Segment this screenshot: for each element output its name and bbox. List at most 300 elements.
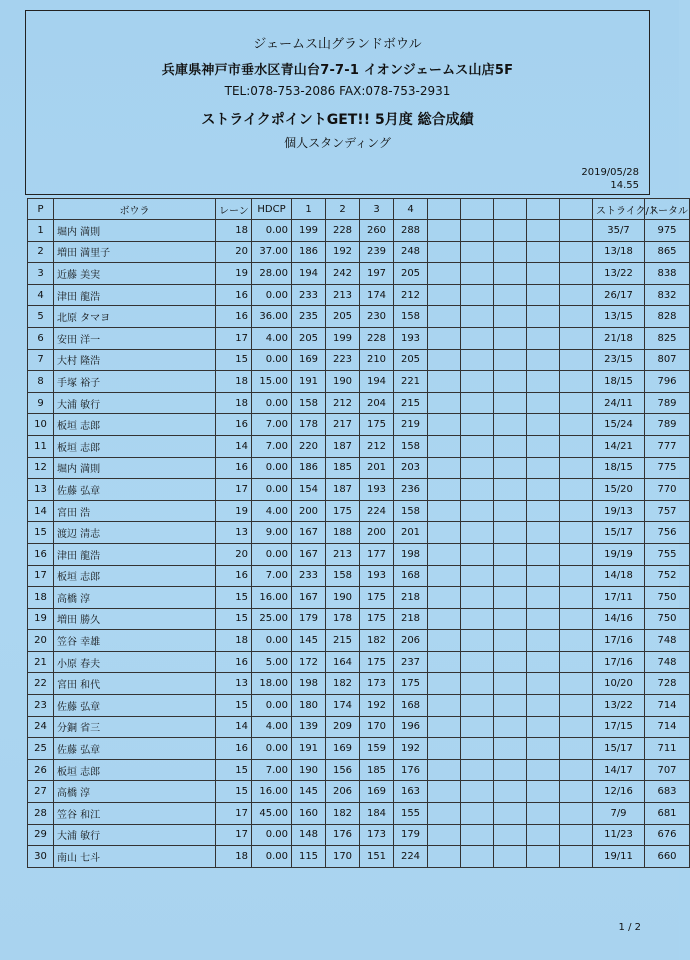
empty-cell (461, 220, 494, 242)
empty-cell (560, 803, 593, 825)
game-3-cell: 201 (360, 457, 394, 479)
game-2-cell: 164 (326, 651, 360, 673)
bowler-name-cell: 増田 満里子 (54, 241, 216, 263)
empty-cell (527, 284, 560, 306)
strike-cell: 13/15 (593, 306, 645, 328)
empty-cell (461, 522, 494, 544)
lane-cell: 17 (216, 824, 252, 846)
empty-cell (560, 651, 593, 673)
total-cell: 748 (645, 651, 690, 673)
total-cell: 750 (645, 608, 690, 630)
total-cell: 828 (645, 306, 690, 328)
empty-cell (560, 824, 593, 846)
lane-cell: 13 (216, 522, 252, 544)
empty-cell (428, 716, 461, 738)
bowler-name-cell: 南山 七斗 (54, 846, 216, 868)
hdcp-cell: 0.00 (252, 846, 292, 868)
empty-cell (461, 846, 494, 868)
empty-cell (494, 327, 527, 349)
game-3-cell: 159 (360, 738, 394, 760)
hdcp-cell: 16.00 (252, 587, 292, 609)
rank-cell: 21 (28, 651, 54, 673)
column-header: 3 (360, 199, 394, 220)
game-4-cell: 158 (394, 500, 428, 522)
game-3-cell: 260 (360, 220, 394, 242)
empty-cell (461, 263, 494, 285)
table-row (28, 306, 690, 328)
strike-cell: 12/16 (593, 781, 645, 803)
empty-cell (494, 220, 527, 242)
empty-cell (494, 781, 527, 803)
table-row (28, 587, 690, 609)
rank-cell: 8 (28, 371, 54, 393)
game-4-cell: 179 (394, 824, 428, 846)
game-2-cell: 212 (326, 392, 360, 414)
game-1-cell: 167 (292, 543, 326, 565)
rank-cell: 10 (28, 414, 54, 436)
column-header: P (28, 199, 54, 220)
total-cell: 975 (645, 220, 690, 242)
bowler-name-cell: 大浦 敏行 (54, 824, 216, 846)
empty-cell (527, 781, 560, 803)
total-cell: 838 (645, 263, 690, 285)
empty-cell (560, 846, 593, 868)
lane-cell: 17 (216, 479, 252, 501)
empty-cell (461, 651, 494, 673)
empty-cell (527, 824, 560, 846)
bowler-name-cell: 板垣 志郎 (54, 565, 216, 587)
empty-cell (494, 349, 527, 371)
empty-cell (461, 716, 494, 738)
empty-cell (428, 349, 461, 371)
empty-cell (461, 371, 494, 393)
column-header (560, 199, 593, 220)
column-header: 4 (394, 199, 428, 220)
game-4-cell: 192 (394, 738, 428, 760)
empty-cell (560, 716, 593, 738)
empty-cell (527, 500, 560, 522)
game-1-cell: 154 (292, 479, 326, 501)
total-cell: 825 (645, 327, 690, 349)
game-1-cell: 200 (292, 500, 326, 522)
total-cell: 789 (645, 414, 690, 436)
empty-cell (527, 716, 560, 738)
empty-cell (527, 759, 560, 781)
game-1-cell: 179 (292, 608, 326, 630)
hdcp-cell: 0.00 (252, 738, 292, 760)
empty-cell (527, 695, 560, 717)
empty-cell (461, 673, 494, 695)
bowler-name-cell: 堀内 満則 (54, 457, 216, 479)
rank-cell: 5 (28, 306, 54, 328)
page-number: 1 / 2 (618, 922, 641, 933)
empty-cell (494, 608, 527, 630)
empty-cell (494, 716, 527, 738)
total-cell: 707 (645, 759, 690, 781)
hdcp-cell: 7.00 (252, 435, 292, 457)
game-3-cell: 184 (360, 803, 394, 825)
rank-cell: 3 (28, 263, 54, 285)
game-4-cell: 215 (394, 392, 428, 414)
empty-cell (494, 651, 527, 673)
total-cell: 681 (645, 803, 690, 825)
total-cell: 756 (645, 522, 690, 544)
game-4-cell: 193 (394, 327, 428, 349)
hdcp-cell: 0.00 (252, 392, 292, 414)
bowler-name-cell: 手塚 裕子 (54, 371, 216, 393)
hdcp-cell: 37.00 (252, 241, 292, 263)
table-row (28, 392, 690, 414)
empty-cell (461, 414, 494, 436)
empty-cell (527, 522, 560, 544)
bowler-name-cell: 大浦 敏行 (54, 392, 216, 414)
hdcp-cell: 0.00 (252, 695, 292, 717)
game-1-cell: 186 (292, 457, 326, 479)
lane-cell: 16 (216, 651, 252, 673)
empty-cell (560, 608, 593, 630)
empty-cell (560, 759, 593, 781)
rank-cell: 4 (28, 284, 54, 306)
lane-cell: 15 (216, 608, 252, 630)
empty-cell (560, 738, 593, 760)
game-4-cell: 288 (394, 220, 428, 242)
lane-cell: 19 (216, 500, 252, 522)
lane-cell: 19 (216, 263, 252, 285)
bowler-name-cell: 佐藤 弘章 (54, 479, 216, 501)
game-2-cell: 178 (326, 608, 360, 630)
hdcp-cell: 16.00 (252, 781, 292, 803)
hdcp-cell: 5.00 (252, 651, 292, 673)
game-1-cell: 233 (292, 565, 326, 587)
empty-cell (560, 306, 593, 328)
hdcp-cell: 25.00 (252, 608, 292, 630)
game-4-cell: 158 (394, 306, 428, 328)
strike-cell: 19/11 (593, 846, 645, 868)
game-1-cell: 160 (292, 803, 326, 825)
strike-cell: 17/15 (593, 716, 645, 738)
game-4-cell: 218 (394, 587, 428, 609)
game-3-cell: 212 (360, 435, 394, 457)
table-row (28, 522, 690, 544)
table-row (28, 349, 690, 371)
table-row (28, 651, 690, 673)
rank-cell: 17 (28, 565, 54, 587)
rank-cell: 15 (28, 522, 54, 544)
game-4-cell: 198 (394, 543, 428, 565)
table-row (28, 630, 690, 652)
strike-cell: 18/15 (593, 371, 645, 393)
bowling-center-name: ジェームス山グランドボウル (253, 37, 422, 52)
game-2-cell: 215 (326, 630, 360, 652)
empty-cell (494, 371, 527, 393)
total-cell: 714 (645, 695, 690, 717)
table-header-row (28, 199, 690, 220)
report-title: ストライクポイントGET!! 5月度 総合成績 (201, 112, 474, 128)
hdcp-cell: 0.00 (252, 824, 292, 846)
game-1-cell: 158 (292, 392, 326, 414)
game-3-cell: 173 (360, 824, 394, 846)
rank-cell: 20 (28, 630, 54, 652)
total-cell: 832 (645, 284, 690, 306)
game-4-cell: 237 (394, 651, 428, 673)
table-row (28, 695, 690, 717)
empty-cell (527, 327, 560, 349)
total-cell: 752 (645, 565, 690, 587)
lane-cell: 18 (216, 846, 252, 868)
empty-cell (494, 392, 527, 414)
empty-cell (461, 284, 494, 306)
empty-cell (527, 392, 560, 414)
hdcp-cell: 4.00 (252, 716, 292, 738)
hdcp-cell: 9.00 (252, 522, 292, 544)
game-1-cell: 191 (292, 738, 326, 760)
empty-cell (428, 220, 461, 242)
table-row (28, 241, 690, 263)
total-cell: 757 (645, 500, 690, 522)
game-1-cell: 178 (292, 414, 326, 436)
empty-cell (560, 587, 593, 609)
strike-cell: 35/7 (593, 220, 645, 242)
strike-cell: 7/9 (593, 803, 645, 825)
empty-cell (461, 241, 494, 263)
empty-cell (494, 522, 527, 544)
rank-cell: 9 (28, 392, 54, 414)
empty-cell (527, 803, 560, 825)
column-header (527, 199, 560, 220)
empty-cell (527, 371, 560, 393)
game-1-cell: 115 (292, 846, 326, 868)
game-3-cell: 192 (360, 695, 394, 717)
game-3-cell: 193 (360, 565, 394, 587)
total-cell: 755 (645, 543, 690, 565)
empty-cell (428, 630, 461, 652)
game-4-cell: 203 (394, 457, 428, 479)
empty-cell (560, 371, 593, 393)
empty-cell (428, 306, 461, 328)
rank-cell: 24 (28, 716, 54, 738)
game-4-cell: 168 (394, 695, 428, 717)
rank-cell: 7 (28, 349, 54, 371)
strike-cell: 15/17 (593, 738, 645, 760)
bowler-name-cell: 増田 勝久 (54, 608, 216, 630)
game-1-cell: 220 (292, 435, 326, 457)
report-header (25, 10, 650, 195)
empty-cell (527, 414, 560, 436)
lane-cell: 15 (216, 587, 252, 609)
empty-cell (494, 803, 527, 825)
game-1-cell: 233 (292, 284, 326, 306)
lane-cell: 13 (216, 673, 252, 695)
total-cell: 865 (645, 241, 690, 263)
game-3-cell: 194 (360, 371, 394, 393)
game-2-cell: 242 (326, 263, 360, 285)
empty-cell (527, 673, 560, 695)
strike-cell: 10/20 (593, 673, 645, 695)
total-cell: 683 (645, 781, 690, 803)
game-4-cell: 158 (394, 435, 428, 457)
strike-cell: 17/16 (593, 651, 645, 673)
strike-cell: 19/13 (593, 500, 645, 522)
empty-cell (494, 565, 527, 587)
game-4-cell: 196 (394, 716, 428, 738)
game-3-cell: 210 (360, 349, 394, 371)
empty-cell (560, 565, 593, 587)
game-1-cell: 139 (292, 716, 326, 738)
table-row (28, 565, 690, 587)
contact-info: TEL:078-753-2086 FAX:078-753-2931 (224, 84, 451, 98)
bowler-name-cell: 津田 龍浩 (54, 543, 216, 565)
empty-cell (494, 284, 527, 306)
total-cell: 711 (645, 738, 690, 760)
empty-cell (527, 435, 560, 457)
game-2-cell: 175 (326, 500, 360, 522)
empty-cell (461, 392, 494, 414)
lane-cell: 16 (216, 306, 252, 328)
strike-cell: 17/16 (593, 630, 645, 652)
empty-cell (560, 781, 593, 803)
column-header: HDCP (252, 199, 292, 220)
game-1-cell: 235 (292, 306, 326, 328)
empty-cell (494, 479, 527, 501)
hdcp-cell: 45.00 (252, 803, 292, 825)
game-1-cell: 186 (292, 241, 326, 263)
empty-cell (560, 392, 593, 414)
empty-cell (494, 824, 527, 846)
empty-cell (560, 543, 593, 565)
game-1-cell: 190 (292, 759, 326, 781)
total-cell: 750 (645, 587, 690, 609)
empty-cell (527, 457, 560, 479)
empty-cell (428, 500, 461, 522)
strike-cell: 21/18 (593, 327, 645, 349)
bowler-name-cell: 北原 タマヨ (54, 306, 216, 328)
empty-cell (428, 327, 461, 349)
empty-cell (527, 263, 560, 285)
column-header: トータル (645, 199, 690, 220)
game-3-cell: 230 (360, 306, 394, 328)
game-1-cell: 172 (292, 651, 326, 673)
empty-cell (527, 587, 560, 609)
empty-cell (527, 846, 560, 868)
empty-cell (494, 414, 527, 436)
table-row (28, 543, 690, 565)
game-3-cell: 197 (360, 263, 394, 285)
column-header: ボウラ (54, 199, 216, 220)
rank-cell: 27 (28, 781, 54, 803)
bowler-name-cell: 笠谷 和江 (54, 803, 216, 825)
empty-cell (461, 824, 494, 846)
bowler-name-cell: 板垣 志郎 (54, 414, 216, 436)
empty-cell (428, 824, 461, 846)
table-row (28, 263, 690, 285)
game-4-cell: 236 (394, 479, 428, 501)
column-header: ストライク/ス (593, 199, 645, 220)
lane-cell: 18 (216, 392, 252, 414)
empty-cell (560, 414, 593, 436)
game-3-cell: 228 (360, 327, 394, 349)
column-header (494, 199, 527, 220)
strike-cell: 18/15 (593, 457, 645, 479)
empty-cell (428, 759, 461, 781)
strike-cell: 19/19 (593, 543, 645, 565)
bowler-name-cell: 小原 春夫 (54, 651, 216, 673)
hdcp-cell: 0.00 (252, 630, 292, 652)
hdcp-cell: 18.00 (252, 673, 292, 695)
empty-cell (428, 846, 461, 868)
empty-cell (527, 565, 560, 587)
column-header: 1 (292, 199, 326, 220)
game-3-cell: 175 (360, 651, 394, 673)
game-3-cell: 170 (360, 716, 394, 738)
hdcp-cell: 28.00 (252, 263, 292, 285)
lane-cell: 16 (216, 414, 252, 436)
empty-cell (527, 651, 560, 673)
empty-cell (428, 371, 461, 393)
game-2-cell: 187 (326, 479, 360, 501)
strike-cell: 13/22 (593, 263, 645, 285)
empty-cell (560, 500, 593, 522)
table-row (28, 846, 690, 868)
bowler-name-cell: 宮田 浩 (54, 500, 216, 522)
table-row (28, 716, 690, 738)
game-4-cell: 201 (394, 522, 428, 544)
game-3-cell: 169 (360, 781, 394, 803)
empty-cell (494, 695, 527, 717)
game-1-cell: 145 (292, 781, 326, 803)
empty-cell (428, 803, 461, 825)
lane-cell: 18 (216, 220, 252, 242)
table-row (28, 435, 690, 457)
game-4-cell: 218 (394, 608, 428, 630)
empty-cell (527, 306, 560, 328)
rank-cell: 12 (28, 457, 54, 479)
game-2-cell: 205 (326, 306, 360, 328)
empty-cell (428, 543, 461, 565)
table-row (28, 479, 690, 501)
table-row (28, 414, 690, 436)
game-2-cell: 185 (326, 457, 360, 479)
table-row (28, 738, 690, 760)
rank-cell: 19 (28, 608, 54, 630)
lane-cell: 17 (216, 803, 252, 825)
lane-cell: 20 (216, 543, 252, 565)
table-row (28, 673, 690, 695)
empty-cell (461, 759, 494, 781)
table-row (28, 327, 690, 349)
empty-cell (527, 630, 560, 652)
lane-cell: 18 (216, 371, 252, 393)
table-row (28, 500, 690, 522)
bowler-name-cell: 高橋 淳 (54, 781, 216, 803)
game-2-cell: 190 (326, 587, 360, 609)
game-4-cell: 219 (394, 414, 428, 436)
lane-cell: 17 (216, 327, 252, 349)
strike-cell: 15/17 (593, 522, 645, 544)
empty-cell (428, 457, 461, 479)
empty-cell (494, 435, 527, 457)
empty-cell (560, 479, 593, 501)
strike-cell: 23/15 (593, 349, 645, 371)
empty-cell (494, 241, 527, 263)
lane-cell: 16 (216, 457, 252, 479)
bowler-name-cell: 板垣 志郎 (54, 435, 216, 457)
empty-cell (428, 651, 461, 673)
empty-cell (560, 327, 593, 349)
hdcp-cell: 15.00 (252, 371, 292, 393)
rank-cell: 6 (28, 327, 54, 349)
empty-cell (428, 587, 461, 609)
empty-cell (428, 414, 461, 436)
